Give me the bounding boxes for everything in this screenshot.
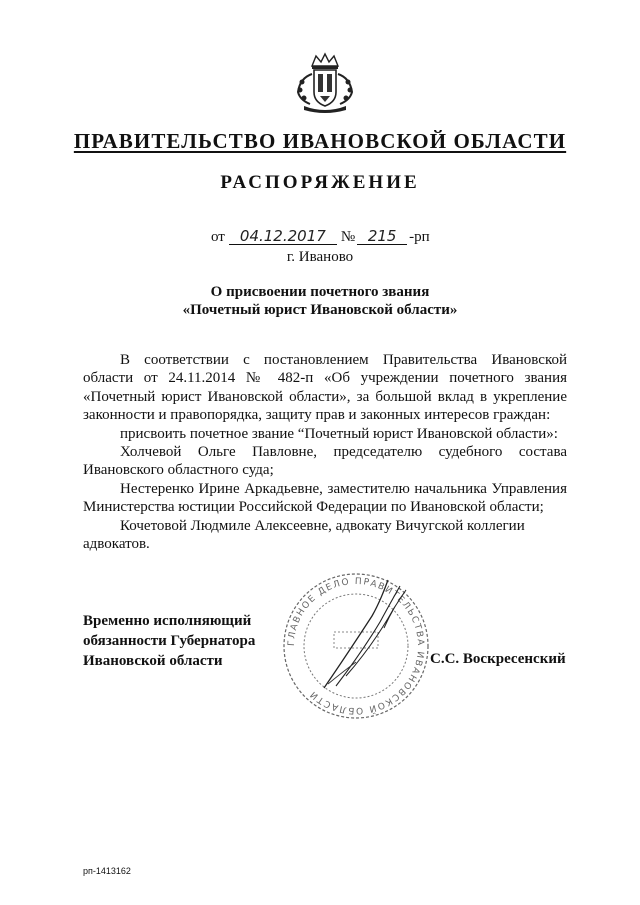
document-body: [83, 351, 567, 553]
document-number-line: [211, 228, 430, 246]
number-sign: №: [340, 229, 356, 245]
document-subject: [0, 283, 640, 319]
document-date: 04.12.2017: [229, 228, 337, 245]
signer-position: [83, 611, 303, 671]
signer-name: С.С. Воскресенский: [430, 651, 566, 667]
city: г. Иваново: [286, 249, 354, 265]
document-type-heading: РАСПОРЯЖЕНИЕ: [220, 172, 420, 193]
subject-line-2: «Почетный юрист Ивановской области»: [182, 302, 458, 318]
body-paragraph-awardee-1: Холчевой Ольге Павловне, председателю судебного состава Ивановского областного суда;: [83, 444, 567, 479]
coat-of-arms-emblem: [290, 52, 360, 114]
signer-position-line-1: Временно исполняющий: [83, 613, 252, 629]
signer-position-line-3: Ивановской области: [83, 653, 223, 669]
svg-text:ГЛАВНОЕ ДЕЛО ПРАВИТЕЛЬСТВА ИВА: [287, 577, 425, 716]
body-paragraph-awardee-3: Кочетовой Людмиле Алексеевне, адвокату Вичугской коллегии адвокатов.: [83, 517, 525, 553]
body-paragraph-preamble: В соответствии с постановлением Правительства Ивановской области от 24.11.2014 № 482-п «Об учреждении почетного звания «Почетный юрист Ивановской области», за большой вклад в укрепление законности и правопорядка, защиту прав и законных интересов граждан:: [83, 352, 567, 424]
government-title-text: ПРАВИТЕЛЬСТВО ИВАНОВСКОЙ ОБЛАСТИ: [73, 129, 567, 153]
signer-position-line-2: обязанности Губернатора: [83, 633, 256, 649]
document-number: 215: [357, 228, 407, 245]
subject-line-1: О присвоении почетного звания: [210, 284, 430, 300]
government-title: [0, 129, 640, 154]
document-code: рп-1413162: [83, 866, 131, 876]
number-suffix: -рп: [409, 229, 430, 245]
body-paragraph-resolution: присвоить почетное звание “Почетный юрист Ивановской области»:: [120, 425, 558, 442]
body-paragraph-awardee-2: Нестеренко Ирине Аркадьевне, заместителю начальника Управления Министерства юстиции Российской Федерации по Ивановской области;: [83, 480, 567, 516]
stamp-arc-text: ГЛАВНОЕ ДЕЛО ПРАВИТЕЛЬСТВА ИВАНОВСКОЙ ОБЛАСТИ: [286, 576, 426, 716]
date-prefix: от: [211, 229, 225, 245]
